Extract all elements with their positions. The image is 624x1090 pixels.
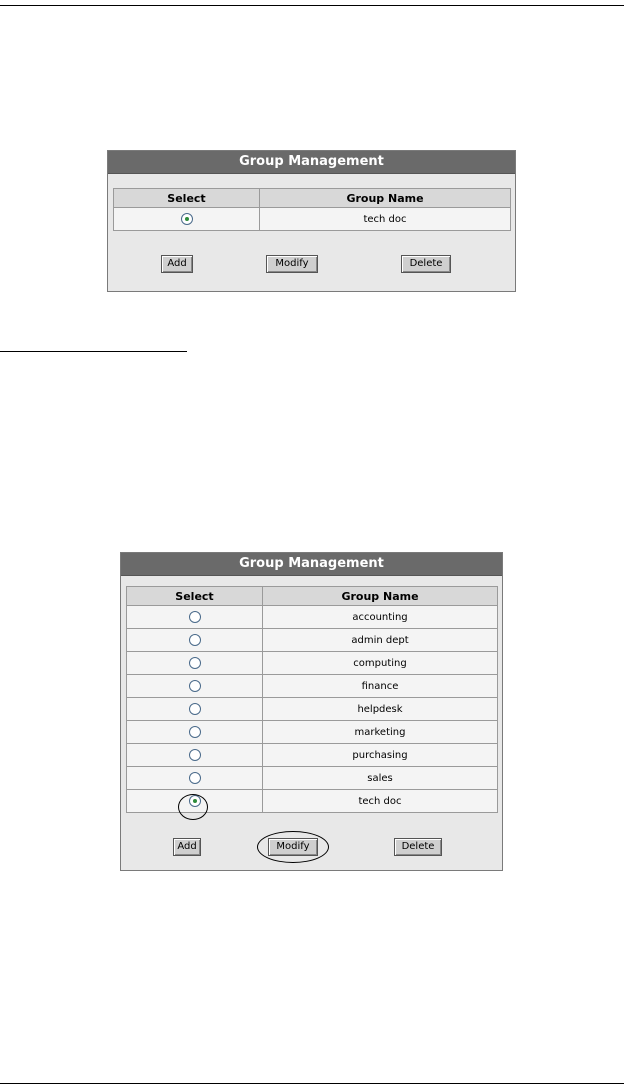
group-radio-button[interactable]	[181, 213, 193, 225]
top-rule	[0, 5, 624, 6]
panel-title: Group Management	[108, 151, 515, 174]
select-cell	[127, 652, 263, 675]
selected-radio-callout	[178, 794, 208, 820]
column-header-group-name: Group Name	[260, 189, 511, 208]
table-row[interactable]	[127, 652, 498, 675]
select-cell	[127, 698, 263, 721]
section-rule	[0, 351, 187, 352]
select-cell	[127, 744, 263, 767]
column-header-select: Select	[127, 587, 263, 606]
group-radio-button[interactable]	[189, 634, 201, 646]
select-cell	[127, 606, 263, 629]
add-button[interactable]: Add	[161, 255, 193, 273]
group-radio-button[interactable]	[189, 657, 201, 669]
group-name-cell: admin dept	[263, 629, 498, 652]
group-management-panel-2	[120, 552, 503, 871]
column-header-select: Select	[114, 189, 260, 208]
modify-button[interactable]: Modify	[266, 255, 318, 273]
group-radio-button[interactable]	[189, 611, 201, 623]
group-radio-button[interactable]	[189, 772, 201, 784]
group-table	[113, 188, 511, 231]
table-row[interactable]	[127, 675, 498, 698]
group-name-cell: marketing	[263, 721, 498, 744]
group-name-cell: tech doc	[260, 208, 511, 231]
select-cell	[114, 208, 260, 231]
delete-button[interactable]: Delete	[394, 838, 442, 856]
group-name-cell: sales	[263, 767, 498, 790]
modify-button[interactable]: Modify	[268, 838, 318, 856]
table-row[interactable]	[127, 767, 498, 790]
select-cell	[127, 767, 263, 790]
group-name-cell: tech doc	[263, 790, 498, 813]
table-row[interactable]	[127, 721, 498, 744]
table-row[interactable]	[127, 606, 498, 629]
group-name-cell: purchasing	[263, 744, 498, 767]
group-management-panel-1	[107, 150, 516, 292]
group-name-cell: finance	[263, 675, 498, 698]
group-radio-button[interactable]	[189, 726, 201, 738]
modify-button-callout	[257, 831, 329, 863]
panel-title: Group Management	[121, 553, 502, 576]
add-button[interactable]: Add	[173, 838, 201, 856]
group-name-cell: accounting	[263, 606, 498, 629]
delete-button[interactable]: Delete	[401, 255, 451, 273]
table-row[interactable]	[114, 208, 511, 231]
table-row[interactable]	[127, 629, 498, 652]
column-header-group-name: Group Name	[263, 587, 498, 606]
bottom-rule	[0, 1083, 624, 1084]
group-name-cell: computing	[263, 652, 498, 675]
select-cell	[127, 675, 263, 698]
select-cell	[127, 721, 263, 744]
group-name-cell: helpdesk	[263, 698, 498, 721]
group-radio-button[interactable]	[189, 680, 201, 692]
group-table	[126, 586, 498, 813]
group-radio-button[interactable]	[189, 749, 201, 761]
group-radio-button[interactable]	[189, 703, 201, 715]
table-row[interactable]	[127, 744, 498, 767]
table-row[interactable]	[127, 698, 498, 721]
select-cell	[127, 629, 263, 652]
